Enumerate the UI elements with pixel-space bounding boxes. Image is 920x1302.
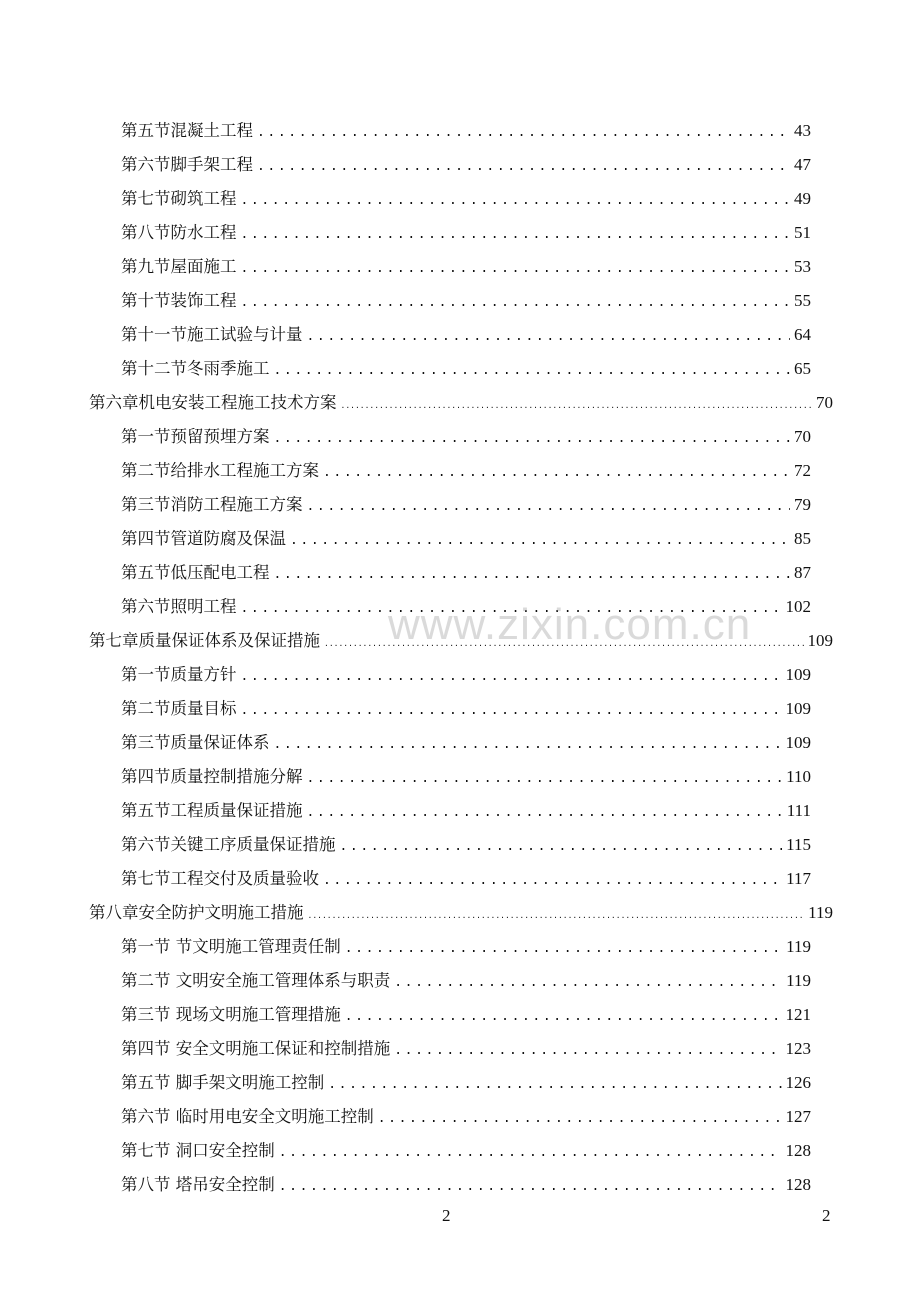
- toc-entry-title: 第二节质量目标: [121, 699, 237, 718]
- toc-entry-title: 第五节 脚手架文明施工控制: [121, 1073, 325, 1092]
- toc-entry-title: 第五节混凝土工程: [121, 121, 253, 140]
- toc-dot-leader: [307, 762, 783, 796]
- toc-dot-leader: [241, 694, 782, 728]
- toc-section-entry[interactable]: [121, 692, 811, 726]
- toc-section-entry[interactable]: [121, 964, 811, 998]
- toc-chapter-entry[interactable]: [89, 386, 833, 420]
- toc-dot-leader: [257, 116, 790, 150]
- toc-entry-page-number: 109: [785, 665, 811, 684]
- toc-entry-page-number: 109: [785, 733, 811, 752]
- toc-dot-leader: [257, 150, 790, 184]
- toc-chapter-entry[interactable]: [89, 896, 833, 930]
- toc-dot-leader: [241, 184, 791, 218]
- toc-dot-leader: [274, 354, 791, 388]
- toc-entry-page-number: 123: [785, 1039, 811, 1058]
- toc-entry-title: 第十一节施工试验与计量: [121, 325, 303, 344]
- toc-entry-title: 第七节 洞口安全控制: [121, 1141, 275, 1160]
- toc-section-entry[interactable]: [121, 556, 811, 590]
- toc-dot-leader: [279, 1170, 782, 1204]
- toc-entry-title: 第三节消防工程施工方案: [121, 495, 303, 514]
- toc-entry-title: 第五节工程质量保证措施: [121, 801, 303, 820]
- toc-entry-title: 第四节质量控制措施分解: [121, 767, 303, 786]
- toc-entry-page-number: 110: [786, 767, 811, 786]
- toc-entry-page-number: 64: [794, 325, 811, 344]
- toc-entry-page-number: 87: [794, 563, 811, 582]
- toc-entry-page-number: 79: [794, 495, 811, 514]
- toc-section-entry[interactable]: [121, 352, 811, 386]
- toc-entry-title: 第三节 现场文明施工管理措施: [121, 1005, 341, 1024]
- watermark: www.zixin.com.cn: [388, 600, 752, 649]
- footer-page-number-right: 2: [822, 1206, 831, 1225]
- toc-entry-page-number: 128: [785, 1141, 811, 1160]
- toc-dot-leader: [323, 864, 782, 898]
- toc-dot-leader: [274, 422, 791, 456]
- toc-entry-title: 第八节防水工程: [121, 223, 237, 242]
- toc-entry-title: 第七章质量保证体系及保证措施: [89, 631, 320, 650]
- toc-dot-leader: [345, 1000, 782, 1034]
- footer-page-number-center: 2: [442, 1206, 451, 1225]
- toc-section-entry[interactable]: [121, 726, 811, 760]
- toc-section-entry[interactable]: [121, 658, 811, 692]
- toc-section-entry[interactable]: [121, 760, 811, 794]
- toc-entry-title: 第五节低压配电工程: [121, 563, 270, 582]
- toc-section-entry[interactable]: [121, 794, 811, 828]
- toc-entry-page-number: 111: [786, 801, 811, 820]
- toc-entry-page-number: 51: [794, 223, 811, 242]
- toc-section-entry[interactable]: [121, 1066, 811, 1100]
- toc-entry-page-number: 119: [808, 903, 833, 922]
- toc-dot-leader: [378, 1102, 782, 1136]
- toc-dot-leader: [241, 660, 782, 694]
- toc-dot-leader: [328, 1068, 781, 1102]
- toc-entry-page-number: 127: [785, 1107, 811, 1126]
- toc-entry-page-number: 128: [785, 1175, 811, 1194]
- toc-entry-title: 第十节装饰工程: [121, 291, 237, 310]
- toc-entry-page-number: 121: [785, 1005, 811, 1024]
- toc-entry-page-number: 53: [794, 257, 811, 276]
- toc-entry-title: 第一节质量方针: [121, 665, 237, 684]
- toc-section-entry[interactable]: [121, 828, 811, 862]
- toc-dot-leader: [394, 1034, 781, 1068]
- toc-section-entry[interactable]: [121, 522, 811, 556]
- toc-entry-title: 第二节 文明安全施工管理体系与职责: [121, 971, 391, 990]
- toc-dot-leader: [241, 592, 782, 626]
- toc-entry-title: 第三节质量保证体系: [121, 733, 270, 752]
- toc-dot-leader: [323, 456, 790, 490]
- toc-entry-page-number: 126: [785, 1073, 811, 1092]
- toc-dot-leader: [307, 490, 791, 524]
- toc-entry-page-number: 115: [786, 835, 811, 854]
- toc-entry-title: 第六节关键工序质量保证措施: [121, 835, 336, 854]
- toc-entry-page-number: 72: [794, 461, 811, 480]
- toc-entry-title: 第八章安全防护文明施工措施: [89, 903, 304, 922]
- toc-entry-page-number: 85: [794, 529, 811, 548]
- toc-section-entry[interactable]: [121, 1168, 811, 1202]
- toc-section-entry[interactable]: [121, 420, 811, 454]
- toc-dot-leader: [279, 1136, 782, 1170]
- toc-entry-page-number: 109: [807, 631, 833, 650]
- toc-entry-page-number: 102: [785, 597, 811, 616]
- toc-entry-page-number: 47: [794, 155, 811, 174]
- toc-section-entry[interactable]: [121, 216, 811, 250]
- toc-dot-leader: [274, 728, 782, 762]
- toc-dot-leader: [241, 252, 791, 286]
- toc-dot-leader: [324, 627, 804, 661]
- toc-section-entry[interactable]: [121, 148, 811, 182]
- toc-section-entry[interactable]: [121, 488, 811, 522]
- toc-entry-title: 第六节照明工程: [121, 597, 237, 616]
- toc-section-entry[interactable]: [121, 182, 811, 216]
- toc-entry-title: 第二节给排水工程施工方案: [121, 461, 319, 480]
- toc-entry-title: 第十二节冬雨季施工: [121, 359, 270, 378]
- toc-section-entry[interactable]: [121, 114, 811, 148]
- toc-entry-page-number: 49: [794, 189, 811, 208]
- toc-dot-leader: [274, 558, 791, 592]
- toc-dot-leader: [307, 796, 783, 830]
- toc-entry-page-number: 119: [786, 971, 811, 990]
- toc-entry-page-number: 65: [794, 359, 811, 378]
- toc-entry-page-number: 70: [794, 427, 811, 446]
- toc-dot-leader: [290, 524, 790, 558]
- toc-entry-title: 第八节 塔吊安全控制: [121, 1175, 275, 1194]
- toc-entry-title: 第六章机电安装工程施工技术方案: [89, 393, 337, 412]
- toc-section-entry[interactable]: [121, 862, 811, 896]
- toc-entry-title: 第一节预留预埋方案: [121, 427, 270, 446]
- toc-section-entry[interactable]: [121, 284, 811, 318]
- toc-dot-leader: [308, 899, 805, 933]
- toc-dot-leader: [307, 320, 791, 354]
- toc-entry-page-number: 109: [785, 699, 811, 718]
- toc-entry-title: 第六节 临时用电安全文明施工控制: [121, 1107, 374, 1126]
- toc-dot-leader: [394, 966, 782, 1000]
- toc-section-entry[interactable]: [121, 590, 811, 624]
- toc-entry-title: 第七节砌筑工程: [121, 189, 237, 208]
- toc-entry-title: 第一节 节文明施工管理责任制: [121, 937, 341, 956]
- toc-section-entry[interactable]: [121, 318, 811, 352]
- toc-dot-leader: [341, 389, 813, 423]
- toc-dot-leader: [345, 932, 782, 966]
- toc-section-entry[interactable]: [121, 930, 811, 964]
- toc-dot-leader: [241, 286, 791, 320]
- toc-entry-page-number: 119: [786, 937, 811, 956]
- toc-section-entry[interactable]: [121, 1032, 811, 1066]
- toc-entry-page-number: 117: [786, 869, 811, 888]
- toc-entry-title: 第九节屋面施工: [121, 257, 237, 276]
- toc-entry-title: 第七节工程交付及质量验收: [121, 869, 319, 888]
- toc-entry-page-number: 43: [794, 121, 811, 140]
- toc-entry-page-number: 70: [816, 393, 833, 412]
- toc-section-entry[interactable]: [121, 1100, 811, 1134]
- toc-section-entry[interactable]: [121, 250, 811, 284]
- toc-dot-leader: [340, 830, 783, 864]
- toc-dot-leader: [241, 218, 791, 252]
- toc-entry-title: 第四节 安全文明施工保证和控制措施: [121, 1039, 391, 1058]
- toc-section-entry[interactable]: [121, 1134, 811, 1168]
- toc-section-entry[interactable]: [121, 454, 811, 488]
- toc-section-entry[interactable]: [121, 998, 811, 1032]
- toc-chapter-entry[interactable]: [89, 624, 833, 658]
- toc-entry-title: 第四节管道防腐及保温: [121, 529, 286, 548]
- toc-entry-page-number: 55: [794, 291, 811, 310]
- toc-entry-title: 第六节脚手架工程: [121, 155, 253, 174]
